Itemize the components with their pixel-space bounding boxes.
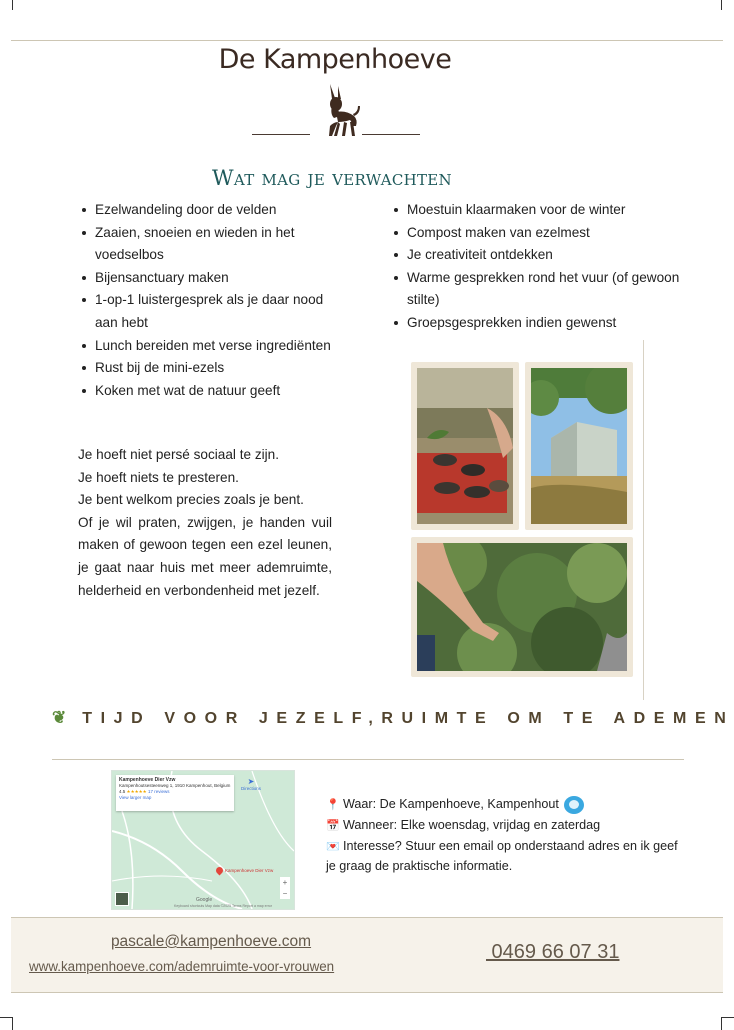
intro-line: Je hoeft niet persé sociaal te zijn.: [78, 447, 279, 462]
activities-list-left: [78, 199, 348, 402]
list-item: Groepsgesprekken indien gewenst: [390, 312, 680, 335]
list-item: Koken met wat de natuur geeft: [78, 380, 348, 403]
map-pin-label: Kampenhoeve Dier Vzw: [225, 868, 274, 873]
zoom-out-icon[interactable]: −: [282, 889, 288, 898]
star-rating-icon: ★★★★★: [126, 789, 147, 794]
crop-mark-bottom-left: [0, 1017, 13, 1030]
calendar-icon: 📅: [326, 819, 340, 832]
list-item: Moestuin klaarmaken voor de winter: [390, 199, 680, 222]
embedded-map[interactable]: [111, 770, 295, 910]
intro-line: Je hoeft niets te presteren.: [78, 469, 239, 485]
list-item: Lunch bereiden met verse ingrediënten: [78, 335, 348, 358]
donkey-logo-icon: [308, 82, 362, 148]
phone-link[interactable]: 0469 66 07 31: [486, 941, 620, 963]
list-item: Ezelwandeling door de velden: [78, 199, 348, 222]
smiley-icon: [564, 796, 584, 814]
sprig-icon: ❦: [52, 708, 67, 727]
intro-line: Je bent welkom precies zoals je bent.: [78, 492, 304, 508]
info-when-text: Wanneer: Elke woensdag, vrijdag en zaterdag: [343, 817, 601, 832]
website-link[interactable]: www.kampenhoeve.com/ademruimte-voor-vrouwen: [29, 959, 335, 974]
info-interest-text: Interesse? Stuur een email op onderstaand adres en ik geef je graag de praktische informatie.: [326, 838, 678, 874]
intro-line: Of je wil praten, zwijgen, je handen vuil maken of gewoon tegen een ezel leunen, je gaat naar huis met meer ademruimte, helderheid en verbondenheid met jezelf.: [78, 514, 332, 598]
map-zoom-control[interactable]: [280, 877, 290, 899]
love-letter-icon: 💌: [326, 840, 340, 853]
photo-harvest-hands: [411, 537, 633, 677]
map-footer: Keyboard shortcuts Map data ©2025 Terms Report a map error: [174, 904, 273, 908]
map-place-card: [116, 775, 234, 811]
map-place-name: Kampenhoeve Dier Vzw: [119, 777, 176, 783]
activities-list-right: [390, 199, 680, 335]
info-interest: [326, 837, 681, 878]
list-item: Zaaien, snoeien en wieden in het voedselbos: [78, 222, 348, 267]
map-reviews-link[interactable]: 17 reviews: [147, 789, 170, 794]
list-item: Warme gesprekken rond het vuur (of gewoon stilte): [390, 267, 680, 312]
vertical-divider: [643, 340, 644, 700]
crop-mark-top-left: [0, 0, 13, 10]
tagline-text: TIJD VOOR JEZELF,RUIMTE OM TE ADEMEN: [82, 710, 734, 727]
tagline: [52, 708, 734, 728]
logo-line-left: [252, 134, 310, 135]
email-link[interactable]: pascale@kampenhoeve.com: [110, 933, 312, 950]
photo-greenhouse: [525, 362, 633, 530]
list-item: Rust bij de mini-ezels: [78, 357, 348, 380]
crop-mark-bottom-right: [721, 1017, 734, 1030]
map-address: Kampenhoutsesteenweg 1, 1910 Kampenhout, Belgium: [119, 783, 231, 788]
crop-mark-top-right: [721, 0, 734, 10]
info-where: [326, 795, 681, 816]
zoom-in-icon[interactable]: +: [282, 878, 288, 887]
directions-button[interactable]: [236, 777, 266, 791]
map-attribution: Google: [196, 897, 213, 903]
list-item: Je creativiteit ontdekken: [390, 244, 680, 267]
directions-label: Directions: [240, 786, 261, 791]
directions-icon: ➤: [247, 777, 255, 786]
view-larger-map-link[interactable]: View larger map: [119, 795, 152, 800]
pin-icon: 📍: [326, 799, 340, 811]
satellite-toggle[interactable]: [115, 892, 129, 906]
list-item: Compost maken van ezelmest: [390, 222, 680, 245]
info-when: [326, 816, 681, 837]
info-where-text: Waar: De Kampenhoeve, Kampenhout: [343, 797, 559, 811]
tagline-divider: [52, 759, 684, 760]
list-item: 1-op-1 luistergesprek als je daar nood aan hebt: [78, 289, 348, 334]
photo-plant-pots: [411, 362, 519, 530]
brand-name: De Kampenhoeve: [218, 44, 452, 75]
top-divider: [11, 40, 723, 41]
list-item: Bijensanctuary maken: [78, 267, 348, 290]
photo-plant-pots-image: [417, 368, 513, 524]
photo-greenhouse-image: [531, 368, 627, 524]
contact-footer: [11, 917, 723, 993]
section-title: Wat mag je verwachten: [212, 166, 452, 190]
event-info: [326, 795, 681, 877]
photo-harvest-hands-image: [417, 543, 627, 671]
intro-paragraph: [78, 444, 332, 602]
logo-line-right: [362, 134, 420, 135]
map-rating: 4.5: [119, 789, 126, 794]
